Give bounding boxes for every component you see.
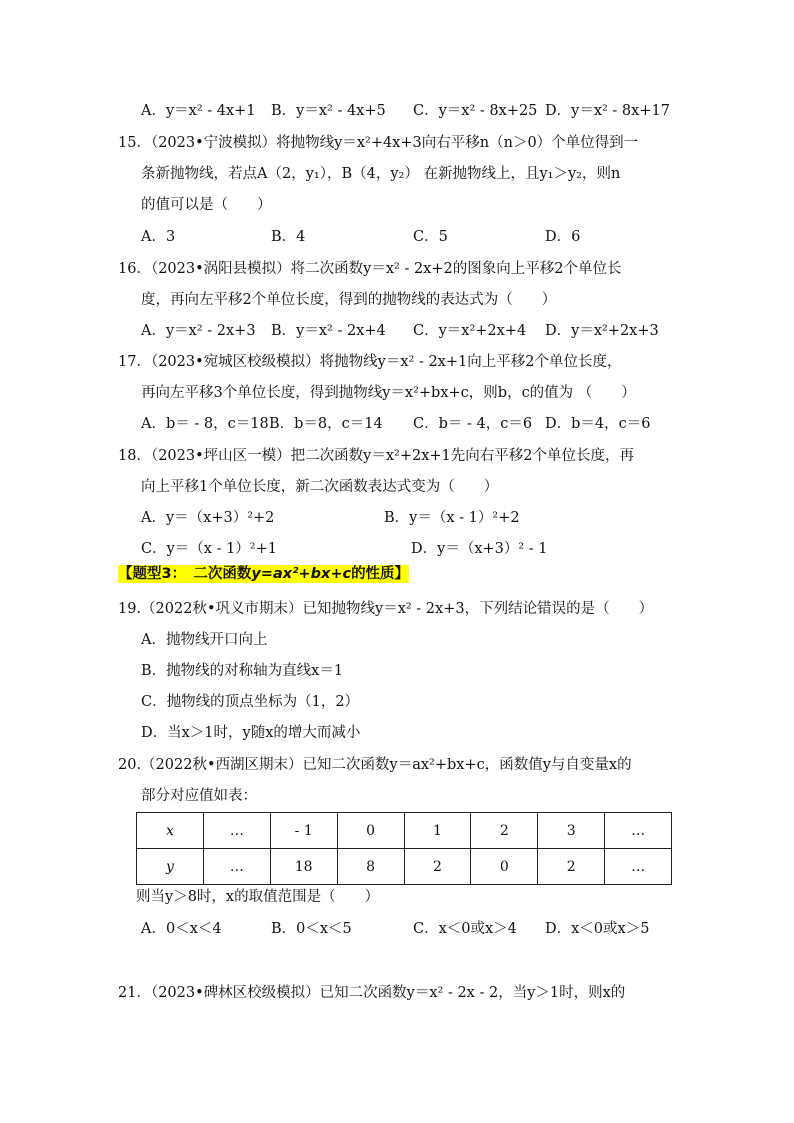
table-cell: 1 [404, 813, 471, 849]
q17-option-c[interactable]: C．b＝ - 4，c＝6 [413, 416, 533, 432]
q20-option-d[interactable]: D．x＜0或x＞5 [545, 921, 650, 937]
q19-option-b[interactable]: B．抛物线的对称轴为直线x＝1 [141, 663, 344, 679]
table-cell: 3 [538, 813, 605, 849]
q19-option-c[interactable]: C．抛物线的顶点坐标为（1，2） [141, 694, 360, 710]
table-cell: y [137, 849, 204, 885]
table-cell: 0 [471, 849, 538, 885]
q18-text-line-1: 18．（2023•坪山区一模）把二次函数y＝x²+2x+1先向右平移2个单位长度，再 [118, 448, 634, 464]
q16-option-c[interactable]: C．y＝x²+2x+4 [413, 323, 527, 339]
table-cell: 2 [538, 849, 605, 885]
section-heading-formula: y=ax²+bx+c [251, 566, 352, 582]
q19-text-line-1: 19.（2022秋•巩义市期末）已知抛物线y＝x² - 2x+3，下列结论错误的是（ ） [118, 601, 654, 617]
section-heading-prefix: 【题型3： 二次函数 [118, 566, 252, 582]
q18-option-d[interactable]: D．y＝（x+3）² - 1 [411, 541, 548, 557]
q20-text-line-1: 20.（2022秋•西湖区期末）已知二次函数y＝ax²+bx+c，函数值y与自变量x的 [118, 757, 632, 773]
q19-option-a[interactable]: A．抛物线开口向上 [141, 632, 268, 648]
q15-option-c[interactable]: C．5 [413, 229, 448, 245]
q17-option-d[interactable]: D．b＝4，c＝6 [545, 416, 651, 432]
table-cell: … [203, 849, 270, 885]
table-cell: 2 [404, 849, 471, 885]
table-cell: … [605, 813, 672, 849]
table-cell: 2 [471, 813, 538, 849]
table-cell: … [605, 849, 672, 885]
q20-condition-text: 则当y＞8时，x的取值范围是（ ） [136, 889, 380, 905]
q16-option-a[interactable]: A．y＝x² - 2x+3 [141, 323, 256, 339]
q17-option-a[interactable]: A．b＝ - 8，c＝18 [141, 416, 269, 432]
q14-option-a[interactable]: A．y＝x² - 4x+1 [141, 103, 256, 119]
table-cell: - 1 [270, 813, 337, 849]
q18-text-line-2: 向上平移1个单位长度，新二次函数表达式变为（ ） [141, 479, 499, 495]
q16-text-line-1: 16．（2023•涡阳县模拟）将二次函数y＝x² - 2x+2的图象向上平移2个单位长 [118, 261, 622, 277]
q16-text-line-2: 度，再向左平移2个单位长度，得到的抛物线的表达式为（ ） [141, 292, 557, 308]
q18-option-c[interactable]: C．y＝（x - 1）²+1 [141, 541, 277, 557]
table-cell: x [137, 813, 204, 849]
q21-text-line-1: 21．（2023•碑林区校级模拟）已知二次函数y＝x² - 2x - 2，当y＞1时，则x的 [118, 985, 626, 1001]
q15-text-line-3: 的值可以是（ ） [141, 197, 272, 213]
q14-option-d[interactable]: D．y＝x² - 8x+17 [545, 103, 670, 119]
q15-option-a[interactable]: A．3 [141, 229, 176, 245]
table-cell: … [203, 813, 270, 849]
q20-option-a[interactable]: A．0＜x＜4 [141, 921, 222, 937]
q18-option-a[interactable]: A．y＝（x+3）²+2 [141, 510, 275, 526]
q15-text-line-1: 15．（2023•宁波模拟）将抛物线y＝x²+4x+3向右平移n（n＞0）个单位得到一 [118, 135, 639, 151]
q20-value-table [136, 812, 672, 885]
table-cell: 18 [270, 849, 337, 885]
q15-text-line-2: 条新抛物线，若点A（2，y₁），B（4，y₂） 在新抛物线上，且y₁＞y₂，则n [141, 166, 621, 182]
section-heading-suffix: 的性质】 [351, 566, 410, 582]
q19-option-d[interactable]: D．当x＞1时，y随x的增大而减小 [141, 725, 361, 741]
table-cell: 0 [337, 813, 404, 849]
q16-option-d[interactable]: D．y＝x²+2x+3 [545, 323, 659, 339]
q15-option-b[interactable]: B．4 [271, 229, 306, 245]
q14-option-b[interactable]: B．y＝x² - 4x+5 [271, 103, 386, 119]
table-cell: 8 [337, 849, 404, 885]
q17-text-line-1: 17．（2023•宛城区校级模拟）将抛物线y＝x² - 2x+1向上平移2个单位长度， [118, 354, 622, 370]
q15-option-d[interactable]: D．6 [545, 229, 581, 245]
q20-text-line-2: 部分对应值如表： [141, 788, 257, 804]
q18-option-b[interactable]: B．y＝（x - 1）²+2 [384, 510, 520, 526]
section-heading-type-3 [118, 564, 409, 584]
q17-option-b[interactable]: B．b＝8，c＝14 [269, 416, 383, 432]
table-row-y [137, 849, 672, 885]
q14-option-c[interactable]: C．y＝x² - 8x+25 [413, 103, 538, 119]
table-row-x [137, 813, 672, 849]
q16-option-b[interactable]: B．y＝x² - 2x+4 [271, 323, 386, 339]
q20-option-b[interactable]: B．0＜x＜5 [271, 921, 352, 937]
q20-option-c[interactable]: C．x＜0或x＞4 [413, 921, 517, 937]
q17-text-line-2: 再向左平移3个单位长度，得到抛物线y＝x²+bx+c，则b，c的值为 （ ） [141, 385, 636, 401]
